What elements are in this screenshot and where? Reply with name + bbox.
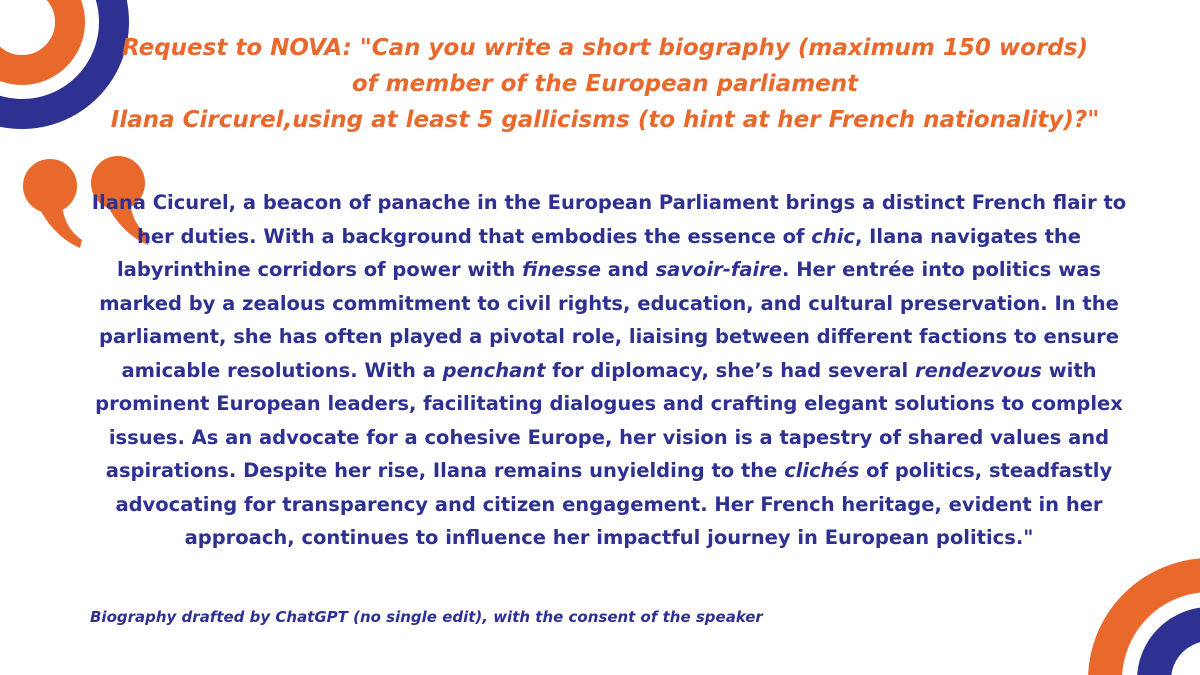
gallicism-rendezvous: rendezvous <box>915 358 1042 382</box>
gallicism-penchant: penchant <box>442 358 546 382</box>
request-line-1: Request to NOVA: "Can you write a short biography (maximum 150 words) <box>122 35 1088 61</box>
bio-text: for diplomacy, she’s had several <box>545 358 915 382</box>
bio-text: Ilana Cicurel, a beacon of panache in the European Parliament brings a distinct French flair to her duties. With a background that embodies the essence of <box>91 191 1127 248</box>
gallicism-finesse: finesse <box>522 258 601 281</box>
credit-note: Biography drafted by ChatGPT (no single edit), with the consent of the speaker <box>90 608 763 626</box>
biography-text <box>84 186 1134 555</box>
bottom-right-rings <box>1105 575 1200 675</box>
request-line-3: Ilana Circurel,using at least 5 gallicisms (to hint at her French nationality)?" <box>110 107 1100 133</box>
bio-text: of politics, steadfastly advocating for transparency and citizen engagement. Her French heritage, evident in her approach, continues to influence her impactful journey in European politics." <box>115 459 1113 549</box>
request-prompt <box>60 30 1150 138</box>
gallicism-cliches: clichés <box>784 459 860 482</box>
request-line-2: of member of the European parliament <box>351 71 859 97</box>
bio-text: . Her entrée into politics was marked by a zealous commitment to civil rights, education, and cultural preservation. In the parliament, she has often played a pivotal role, liaising between different factions to ensure amicable resolutions. With a <box>99 258 1119 382</box>
gallicism-chic: chic <box>811 224 855 248</box>
gallicism-savoir-faire: savoir-faire <box>655 258 783 281</box>
bio-text: , Ilana navigates the labyrinthine corridors of power with <box>117 224 1082 281</box>
bio-text: and <box>601 258 656 281</box>
bio-text: with prominent European leaders, facilitating dialogues and crafting elegant solutions to complex issues. As an advocate for a cohesive Europe, her vision is a tapestry of shared values and aspirations. Despite her rise, Ilana remains unyielding to the <box>95 358 1123 482</box>
